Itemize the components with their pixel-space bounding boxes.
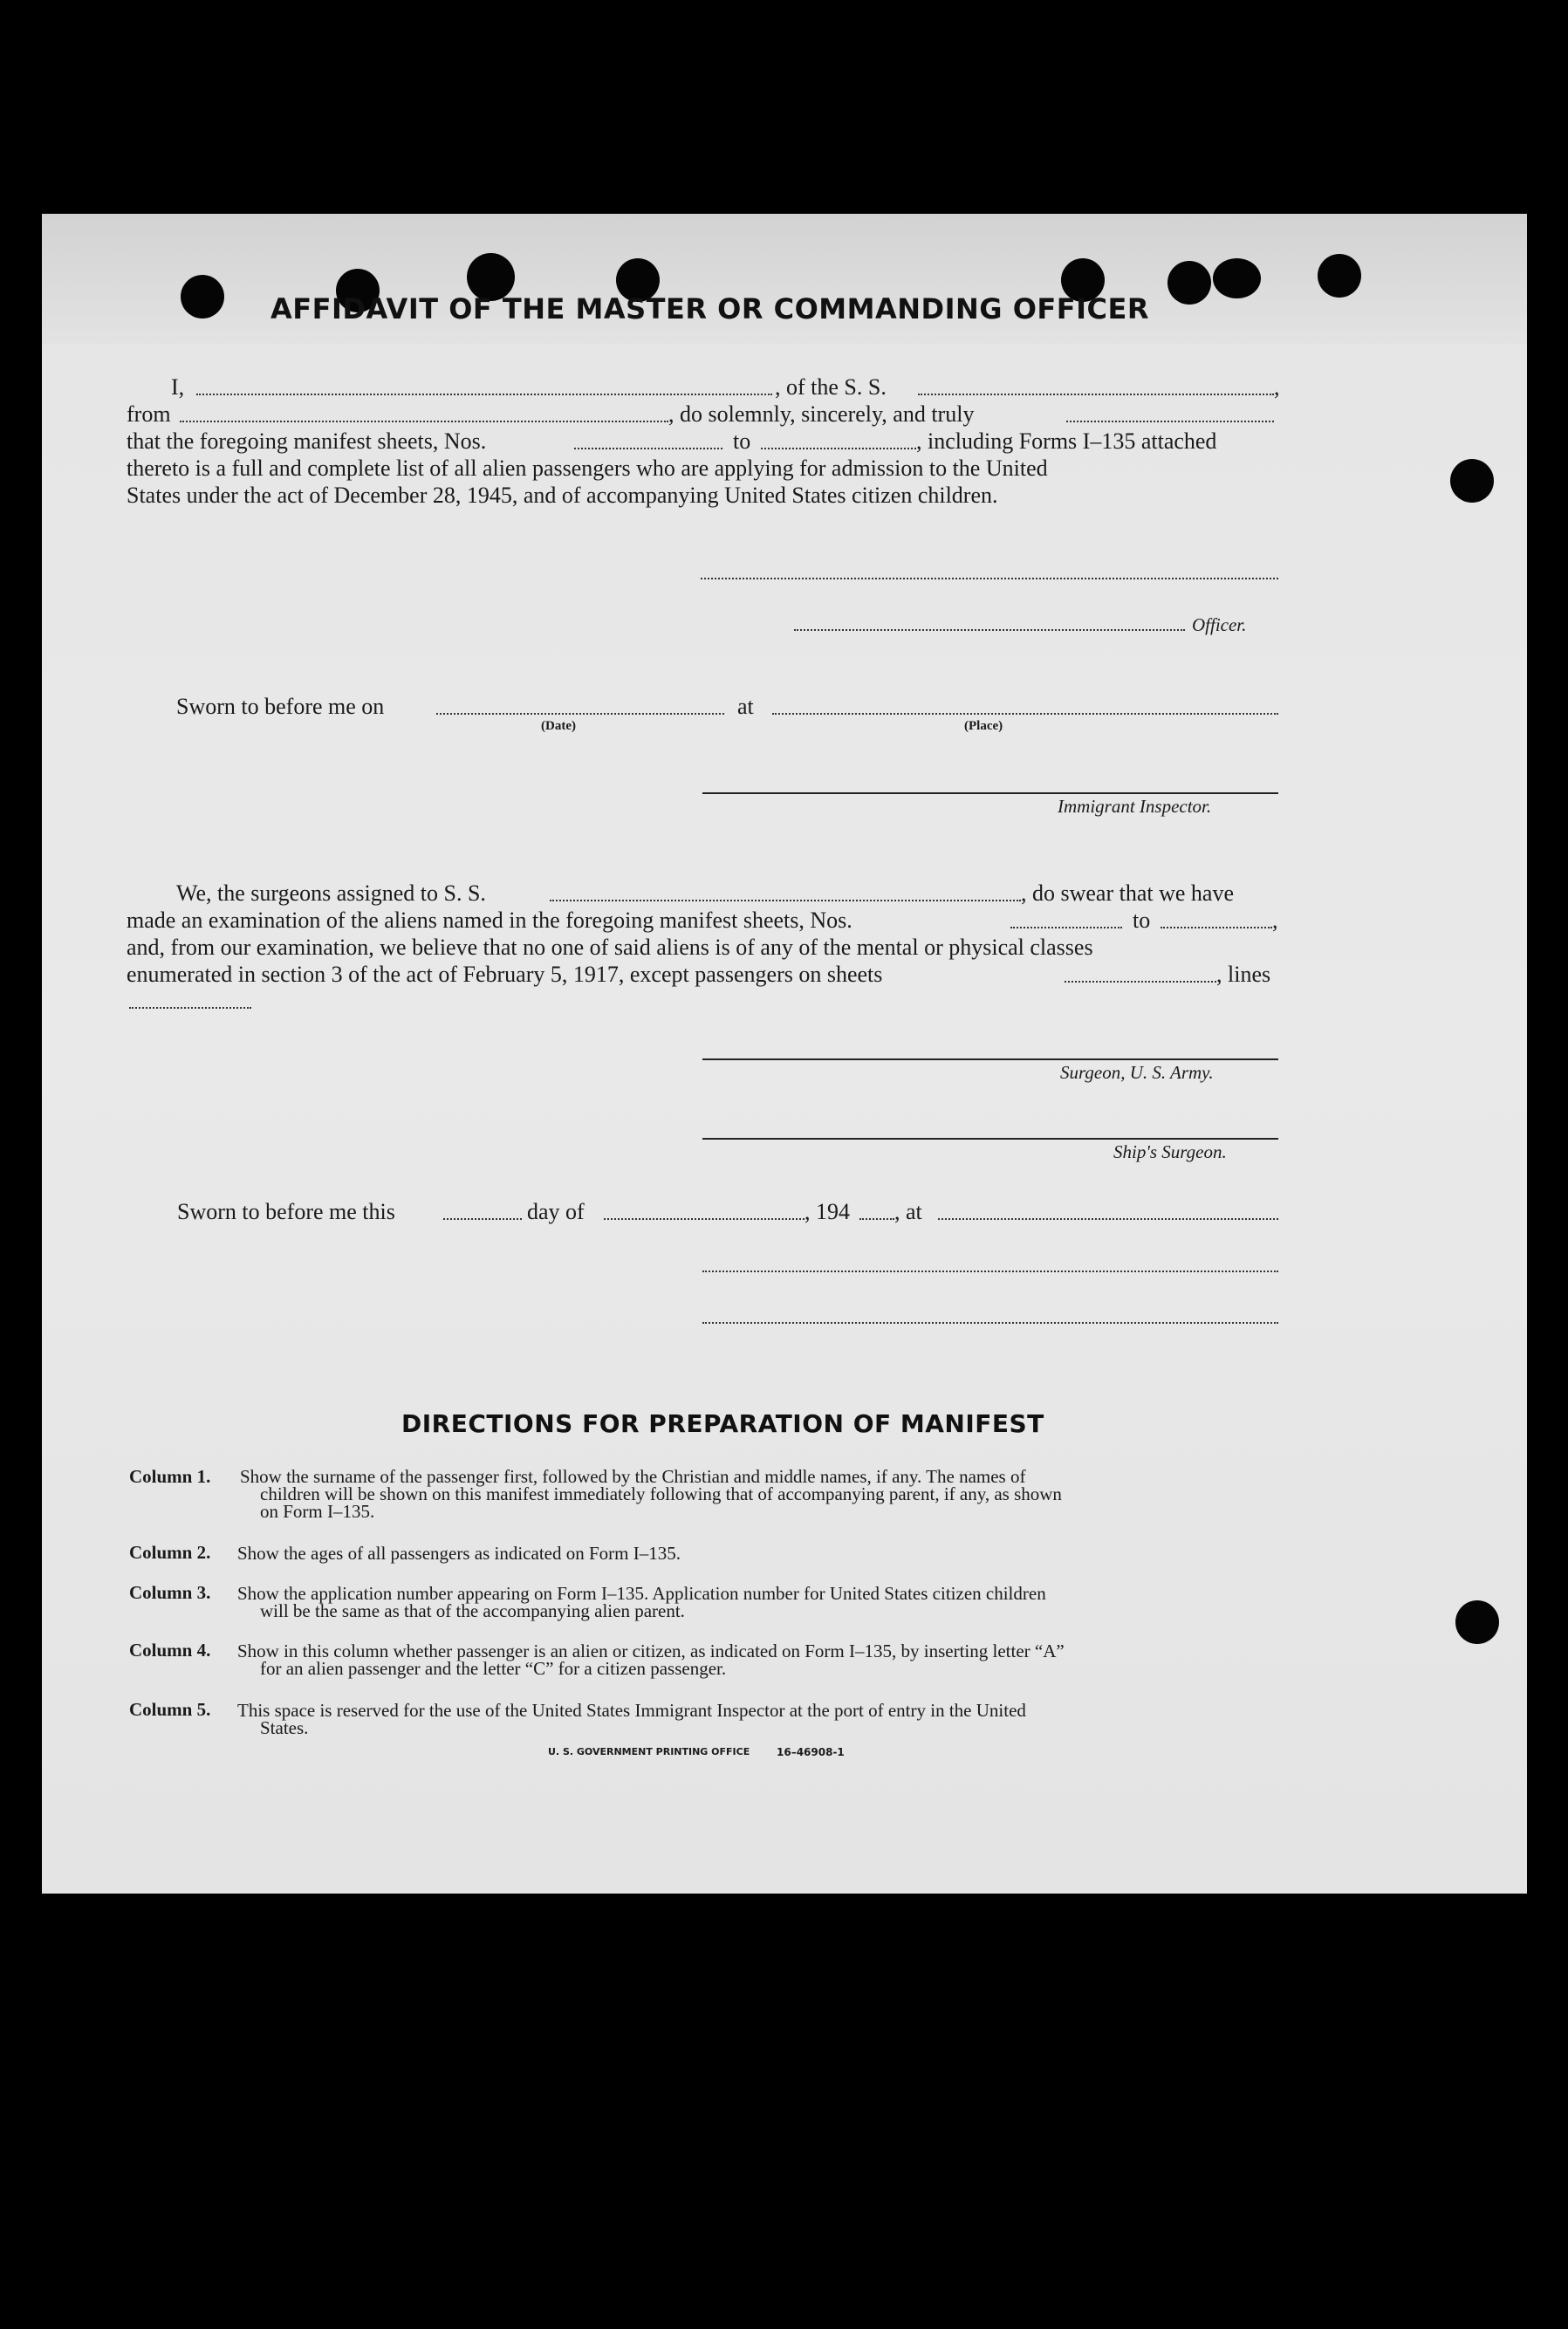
affidavit-sheets: that the foregoing manifest sheets, Nos. [127,428,487,454]
column-5-label: Column 5. [129,1699,211,1720]
surgeon-sheet-from-field[interactable] [1010,927,1122,928]
affidavit-line5: States under the act of December 28, 1945, and of accompanying United States citizen children. [127,483,998,508]
surgeons-line2-end: , [1272,908,1278,933]
column-1-text: Show the surname of the passenger first, followed by the Christian and middle names, if any. The names of [240,1466,1026,1487]
sworn-signature-line-2[interactable] [702,1322,1278,1324]
surgeons-line2: made an examination of the aliens named in the foregoing manifest sheets, Nos. [127,908,852,933]
except-sheets-field[interactable] [1065,981,1216,983]
sworn-place-field[interactable] [772,713,1278,715]
inspector-signature-line[interactable] [702,792,1278,794]
name-field[interactable] [196,394,772,395]
army-surgeon-signature-line[interactable] [702,1058,1278,1060]
sworn-at: at [737,694,754,719]
column-4-text: Show in this column whether passenger is an alien or citizen, as indicated on Form I–135, by inserting letter “A” [237,1641,1065,1661]
affidavit-from: from [127,401,171,427]
from-field[interactable] [180,421,668,422]
surgeons-to: to [1133,908,1151,933]
column-4-text: for an alien passenger and the letter “C” for a citizen passenger. [260,1658,727,1679]
column-5-text: This space is reserved for the use of the United States Immigrant Inspector at the port of entry in the United [237,1700,1026,1721]
column-3-label: Column 3. [129,1582,211,1603]
sworn-date-field[interactable] [436,713,724,715]
sheet-to-field[interactable] [761,448,916,449]
affidavit-forms: , including Forms I–135 attached [916,428,1217,454]
affidavit-ss-label: , of the S. S. [775,374,887,400]
printer-footer: U. S. GOVERNMENT PRINTING OFFICE [548,1746,750,1757]
punch-hole [181,275,224,319]
ship-surgeon-signature-line[interactable] [702,1138,1278,1140]
sworn-month-field[interactable] [604,1218,805,1220]
sworn-surgeons-place-field[interactable] [938,1218,1278,1220]
punch-hole [1450,459,1494,503]
surgeon-sheet-to-field[interactable] [1161,927,1272,928]
affidavit-line1-end: , [1274,374,1280,400]
oath-field[interactable] [1066,421,1274,422]
place-caption: (Place) [964,719,1003,733]
column-5-text: States. [260,1717,309,1738]
column-1-label: Column 1. [129,1466,211,1487]
ship-name-field[interactable] [918,394,1274,395]
officer-signature-line-2[interactable] [794,629,1185,631]
form-number: 16–46908-1 [777,1746,845,1758]
officer-caption: Officer. [1192,614,1247,635]
punch-hole [1318,254,1361,298]
sworn-day-of: day of [527,1199,585,1224]
affidavit-line4: thereto is a full and complete list of all alien passengers who are applying for admission to the United [127,456,1048,481]
column-1-text: children will be shown on this manifest immediately following that of accompanying parent, if any, as shown [260,1483,1062,1504]
sworn-officer-text: Sworn to before me on [176,694,385,719]
sworn-surgeons-at: , at [894,1199,922,1224]
surgeons-swear: , do swear that we have [1021,880,1235,906]
surgeons-line4: enumerated in section 3 of the act of February 5, 1917, except passengers on sheets [127,962,883,987]
surgeons-line3: and, from our examination, we believe that no one of said aliens is of any of the mental or physical classes [127,935,1093,960]
sworn-year-field[interactable] [859,1218,894,1220]
column-2-text: Show the ages of all passengers as indicated on Form I–135. [237,1543,681,1564]
punch-hole [1167,261,1211,305]
sworn-signature-line-1[interactable] [702,1271,1278,1272]
army-surgeon-caption: Surgeon, U. S. Army. [1060,1062,1214,1083]
date-caption: (Date) [541,719,576,733]
column-1-text: on Form I–135. [260,1501,375,1522]
affidavit-i: I, [171,374,185,400]
sheet-from-field[interactable] [574,448,722,449]
surgeons-line1: We, the surgeons assigned to S. S. [176,880,486,906]
surgeon-ship-field[interactable] [550,900,1021,901]
surgeons-lines: , lines [1216,962,1271,987]
punch-hole [1213,258,1261,298]
sworn-year: , 194 [805,1199,850,1224]
sworn-day-field[interactable] [443,1218,522,1220]
punch-hole [1455,1600,1499,1644]
officer-signature-line-1[interactable] [701,578,1278,579]
directions-title: DIRECTIONS FOR PREPARATION OF MANIFEST [401,1409,1044,1438]
sworn-surgeons-text: Sworn to before me this [177,1199,395,1224]
except-lines-field[interactable] [129,1007,251,1009]
column-3-text: Show the application number appearing on Form I–135. Application number for United States citizen children [237,1583,1046,1604]
affidavit-to: to [733,428,751,454]
column-2-label: Column 2. [129,1542,211,1563]
affidavit-title: AFFIDAVIT OF THE MASTER OR COMMANDING OFFICER [270,292,1149,325]
column-3-text: will be the same as that of the accompanying alien parent. [260,1600,685,1621]
column-4-label: Column 4. [129,1640,211,1661]
inspector-caption: Immigrant Inspector. [1058,796,1212,817]
affidavit-swear: , do solemnly, sincerely, and truly [668,401,975,427]
ship-surgeon-caption: Ship's Surgeon. [1113,1141,1227,1162]
